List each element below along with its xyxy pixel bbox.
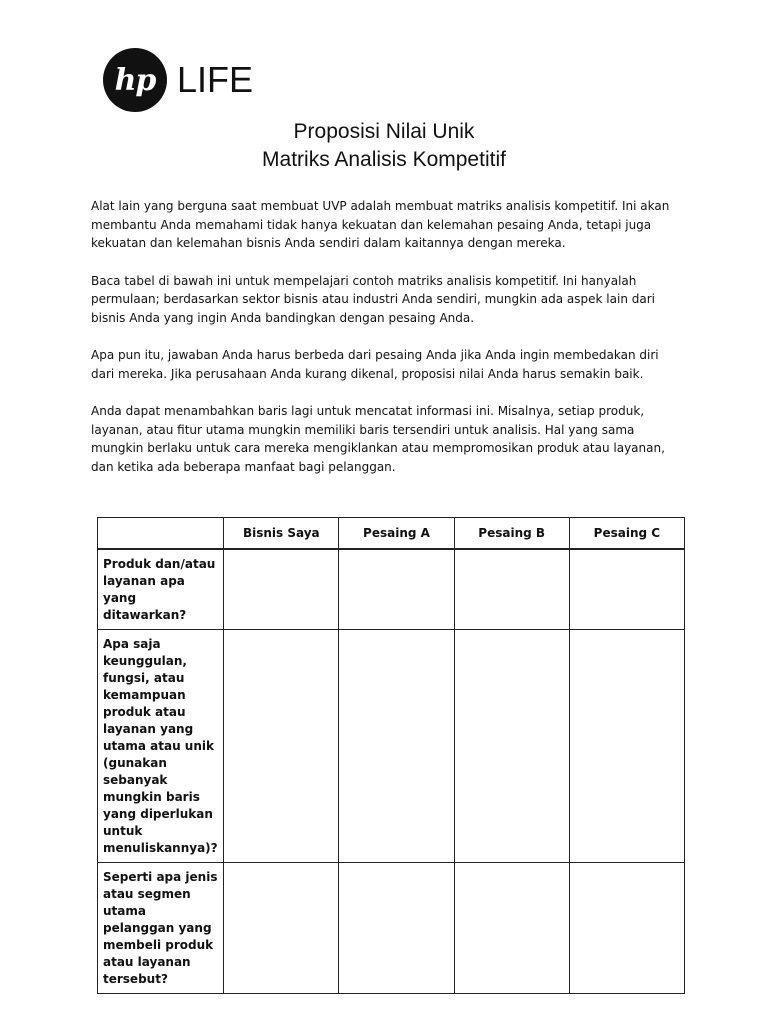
paragraph-1: Alat lain yang berguna saat membuat UVP adalah membuat matriks analisis kompetitif. Ini akan membantu Anda memahami tidak hanya kekuatan dan kelemahan pesaing Anda, tetapi juga kekuatan dan kelemahan bisnis Anda sendiri dalam kaitannya dengan mereka. (91, 199, 670, 250)
cell-pesaing-a[interactable] (339, 863, 454, 994)
header-pesaing-a: Pesaing A (339, 518, 454, 550)
competitive-analysis-table (97, 517, 685, 994)
cell-pesaing-c[interactable] (569, 863, 684, 994)
paragraph-3: Apa pun itu, jawaban Anda harus berbeda dari pesaing Anda jika Anda ingin membedakan diri dari mereka. Jika perusahaan Anda kurang dikenal, proposisi nilai Anda harus semakin baik. (91, 348, 659, 381)
title-line-2: Matriks Analisis Kompetitif (262, 148, 506, 171)
table-row (98, 863, 685, 994)
cell-pesaing-b[interactable] (454, 630, 569, 863)
cell-pesaing-b[interactable] (454, 863, 569, 994)
cell-pesaing-b[interactable] (454, 549, 569, 630)
cell-bisnis-saya[interactable] (224, 549, 339, 630)
header-pesaing-b: Pesaing B (454, 518, 569, 550)
header-bisnis-saya: Bisnis Saya (224, 518, 339, 550)
hp-life-logo (103, 48, 253, 112)
cell-pesaing-c[interactable] (569, 630, 684, 863)
row-label-advantages: Apa saja keunggulan, fungsi, atau kemampuan produk atau layanan yang utama atau unik (gunakan sebanyak mungkin baris yang diperlukan untuk menuliskannya)? (98, 630, 224, 863)
row-label-customers: Seperti apa jenis atau segmen utama pelanggan yang membeli produk atau layanan tersebut? (98, 863, 224, 994)
header-cell-empty (98, 518, 224, 550)
table-header-row (98, 518, 685, 550)
title-line-1: Proposisi Nilai Unik (293, 120, 475, 143)
row-label-products: Produk dan/atau layanan apa yang ditawarkan? (98, 549, 224, 630)
cell-pesaing-c[interactable] (569, 549, 684, 630)
table-row (98, 630, 685, 863)
header-pesaing-c: Pesaing C (569, 518, 684, 550)
cell-bisnis-saya[interactable] (224, 863, 339, 994)
logo-life-text: LIFE (177, 59, 254, 100)
hp-logo-icon: hp (103, 48, 167, 112)
table-row (98, 549, 685, 630)
paragraph-4: Anda dapat menambahkan baris lagi untuk mencatat informasi ini. Misalnya, setiap produk, layanan, atau fitur utama mungkin memiliki baris tersendiri untuk analisis. Hal yang sama mungkin berlaku untuk cara mereka mengiklankan atau mempromosikan produk atau layanan, dan ketika ada beberapa manfaat bagi pelanggan. (91, 404, 665, 474)
paragraph-2: Baca tabel di bawah ini untuk mempelajari contoh matriks analisis kompetitif. Ini hanyalah permulaan; berdasarkan sektor bisnis atau industri Anda sendiri, mungkin ada aspek lain dari bisnis Anda yang ingin Anda bandingkan dengan pesaing Anda. (91, 273, 655, 325)
body-text (91, 197, 681, 495)
cell-pesaing-a[interactable] (339, 630, 454, 863)
document-title (0, 118, 768, 174)
cell-pesaing-a[interactable] (339, 549, 454, 630)
cell-bisnis-saya[interactable] (224, 630, 339, 863)
